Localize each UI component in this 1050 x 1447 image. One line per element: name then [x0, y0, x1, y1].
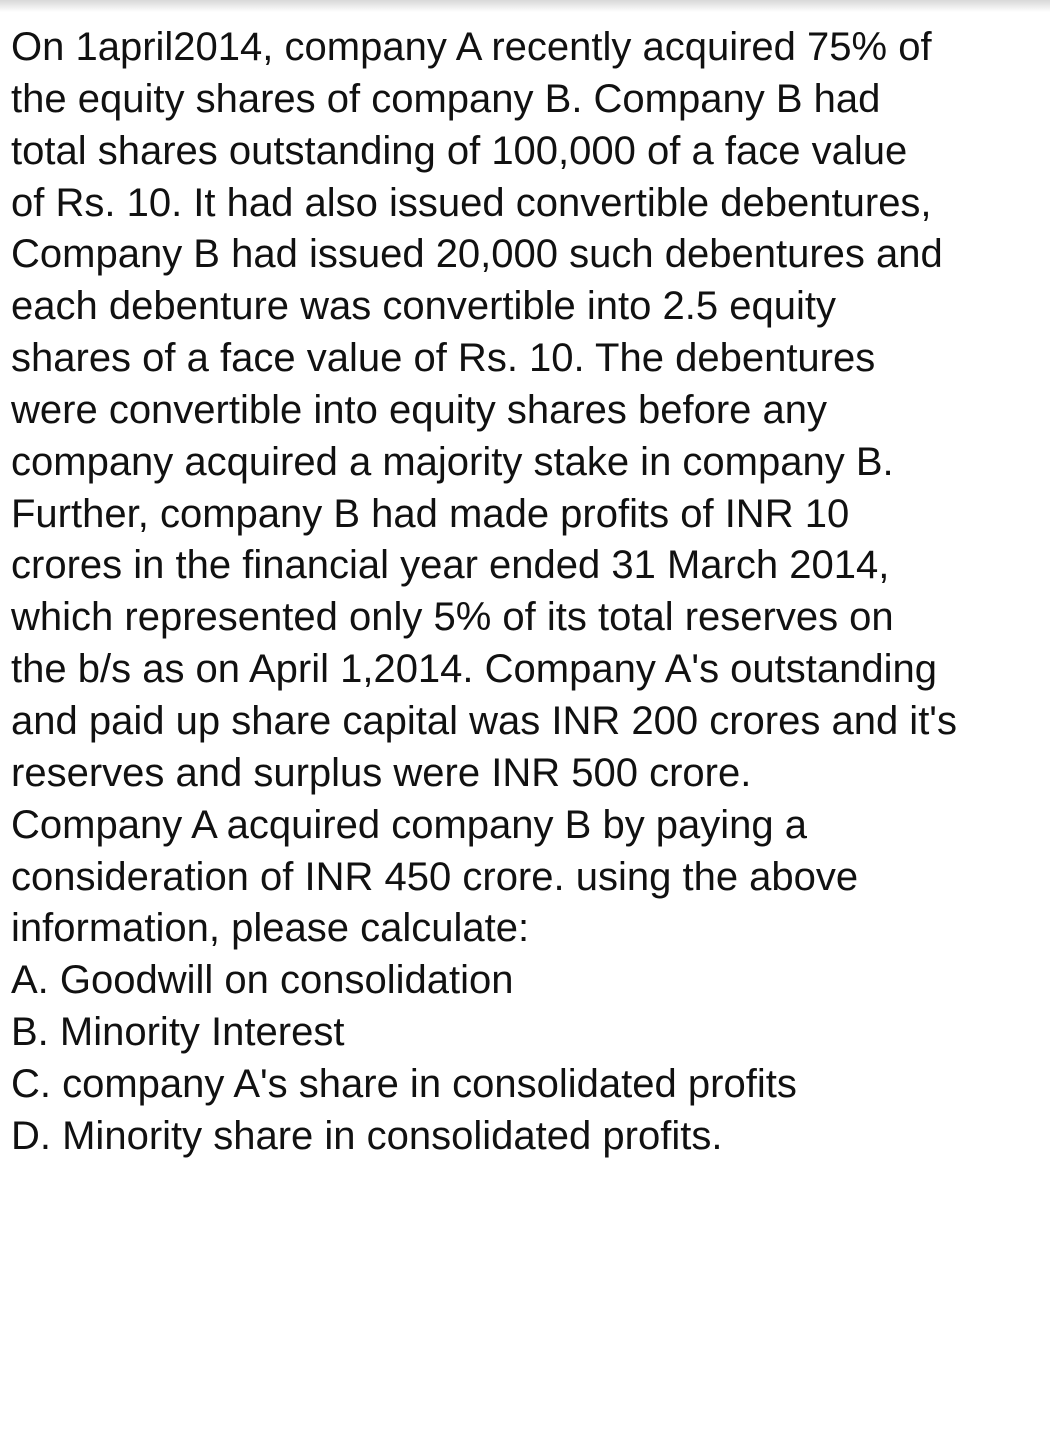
question-line: Further, company B had made profits of INR 10 — [11, 491, 850, 536]
question-line: On 1april2014, company A recently acquired 75% of — [11, 25, 932, 69]
question-line: total shares outstanding of 100,000 of a face value — [11, 128, 908, 173]
question-line: consideration of INR 450 crore. using the above — [11, 854, 859, 899]
question-line: the b/s as on April 1,2014. Company A's outstanding — [11, 647, 938, 692]
question-line: were convertible into equity shares before any — [11, 387, 828, 432]
question-line: which represented only 5% of its total reserves on — [11, 595, 894, 640]
question-line: crores in the financial year ended 31 March 2014, — [11, 543, 890, 588]
question-line: reserves and surplus were INR 500 crore. — [11, 750, 752, 795]
question-line: each debenture was convertible into 2.5 equity — [11, 284, 836, 329]
question-line: company acquired a majority stake in company B. — [11, 439, 894, 484]
question-line: and paid up share capital was INR 200 crores and it's — [11, 698, 957, 743]
item-goodwill: A. Goodwill on consolidation — [11, 958, 514, 1003]
question-text — [11, 22, 1045, 1163]
item-minority-share: D. Minority share in consolidated profits. — [11, 1113, 723, 1158]
question-line: shares of a face value of Rs. 10. The debentures — [11, 336, 876, 381]
top-shadow-bar — [0, 0, 1050, 12]
item-company-a-share: C. company A's share in consolidated profits — [11, 1061, 797, 1106]
question-line: of Rs. 10. It had also issued convertible debentures, — [11, 180, 932, 225]
question-line: the equity shares of company B. Company B had — [11, 76, 881, 121]
question-line: information, please calculate: — [11, 906, 530, 951]
question-line: Company A acquired company B by paying a — [11, 802, 808, 847]
question-line: Company B had issued 20,000 such debentures and — [11, 232, 943, 277]
item-minority-interest: B. Minority Interest — [11, 1010, 345, 1055]
